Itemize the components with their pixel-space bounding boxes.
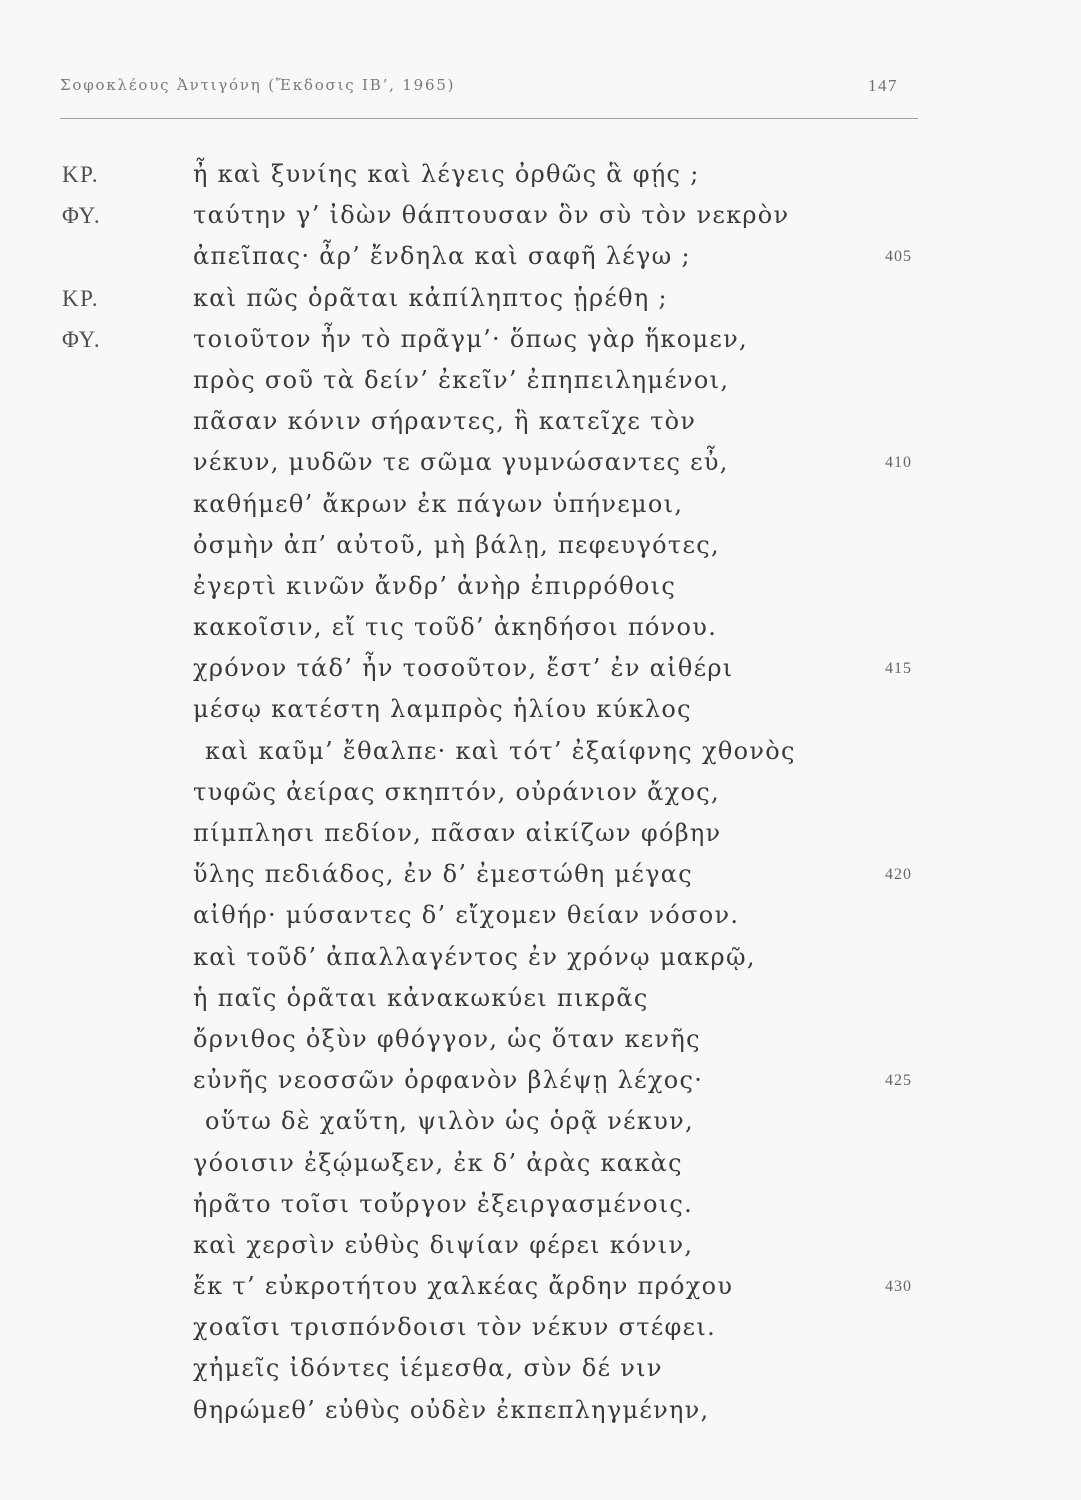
verse-text: νέκυν, μυδῶν τε σῶμα γυμνώσαντες εὖ, <box>193 448 729 477</box>
verse-text: τυφῶς ἀείρας σκηπτόν, οὐράνιον ἄχος, <box>193 777 720 806</box>
verse-line <box>0 236 1081 277</box>
verse-line <box>0 401 1081 442</box>
verse-line <box>0 1390 1081 1431</box>
verse-line <box>0 1019 1081 1060</box>
verse-text: ἀπεῖπας· ἆρ’ ἔνδηλα καὶ σαφῆ λέγω ; <box>193 242 691 271</box>
verse-text: εὐνῆς νεοσσῶν ὀρφανὸν βλέψῃ λέχος· <box>193 1066 704 1095</box>
verse-text: πρὸς σοῦ τὰ δείν’ ἐκεῖν’ ἐπηπειλημένοι, <box>193 365 730 394</box>
verse-line <box>0 607 1081 648</box>
verse-text: ταύτην γ’ ἰδὼν θάπτουσαν ὃν σὺ τὸν νεκρὸν <box>193 201 790 230</box>
verse-line <box>0 1307 1081 1348</box>
verse-text: καὶ πῶς ὁρᾶται κἀπίληπτος ᾑρέθη ; <box>193 283 668 312</box>
verse-line <box>0 1266 1081 1307</box>
verse-line <box>0 1143 1081 1184</box>
line-number: 430 <box>885 1278 912 1296</box>
verse-line <box>0 278 1081 319</box>
verse-line <box>0 978 1081 1019</box>
verse-text: θηρώμεθ’ εὐθὺς οὐδὲν ἐκπεπληγμένην, <box>193 1395 710 1424</box>
verse-text: καὶ χερσὶν εὐθὺς διψίαν φέρει κόνιν, <box>193 1230 694 1259</box>
speaker-label: ΚΡ. <box>62 162 100 187</box>
verse-text: χρόνον τάδ’ ἦν τοσοῦτον, ἔστ’ ἐν αἰθέρι <box>193 654 734 683</box>
verse-line <box>0 937 1081 978</box>
verse-text: οὕτω δὲ χαὕτη, ψιλὸν ὡς ὁρᾷ νέκυν, <box>205 1107 694 1136</box>
verse-line <box>0 813 1081 854</box>
verse-line <box>0 484 1081 525</box>
verse-line <box>0 1184 1081 1225</box>
verse-text: καὶ καῦμ’ ἔθαλπε· καὶ τότ’ ἐξαίφνης χθονὸς <box>205 736 796 765</box>
verse-text: ὕλης πεδιάδος, ἐν δ’ ἐμεστώθη μέγας <box>193 860 694 889</box>
running-title: Σοφοκλέους Ἀντιγόνη (Ἔκδοσις ΙΒ’, 1965) <box>60 76 456 94</box>
verse-line <box>0 525 1081 566</box>
verse-block <box>0 154 1081 1431</box>
header-rule <box>60 118 918 119</box>
verse-line <box>0 195 1081 236</box>
verse-text: πᾶσαν κόνιν σήραντες, ἣ κατεῖχε τὸν <box>193 407 697 436</box>
verse-text: κακοῖσιν, εἴ τις τοῦδ’ ἀκηδήσοι πόνου. <box>193 613 718 642</box>
verse-line <box>0 442 1081 483</box>
verse-line <box>0 1101 1081 1142</box>
verse-line <box>0 772 1081 813</box>
verse-text: γόοισιν ἐξῴμωξεν, ἐκ δ’ ἀρὰς κακὰς <box>193 1148 683 1177</box>
verse-text: ἔκ τ’ εὐκροτήτου χαλκέας ἄρδην πρόχου <box>193 1272 734 1301</box>
verse-text: ἦ καὶ ξυνίης καὶ λέγεις ὀρθῶς ἃ φῄς ; <box>193 160 700 188</box>
verse-text: χἠμεῖς ἰδόντες ἱέμεσθα, σὺν δέ νιν <box>193 1354 663 1383</box>
verse-text: χοαῖσι τρισπόνδοισι τὸν νέκυν στέφει. <box>193 1313 717 1342</box>
verse-line <box>0 854 1081 895</box>
verse-line <box>0 1060 1081 1101</box>
verse-text: ὄρνιθος ὀξὺν φθόγγον, ὡς ὅταν κενῆς <box>193 1024 701 1053</box>
speaker-label: ΦΥ. <box>62 326 102 352</box>
verse-text: πίμπλησι πεδίον, πᾶσαν αἰκίζων φόβην <box>193 819 722 847</box>
verse-line <box>0 895 1081 936</box>
verse-line <box>0 731 1081 772</box>
verse-line <box>0 1225 1081 1266</box>
verse-line <box>0 566 1081 607</box>
verse-line <box>0 1348 1081 1389</box>
verse-text: ἠρᾶτο τοῖσι τοὔργον ἐξειργασμένοις. <box>193 1189 694 1218</box>
verse-text: αἰθήρ· μύσαντες δ’ εἴχομεν θείαν νόσον. <box>193 901 740 930</box>
verse-text: καὶ τοῦδ’ ἀπαλλαγέντος ἐν χρόνῳ μακρῷ, <box>193 942 756 971</box>
verse-text: μέσῳ κατέστη λαμπρὸς ἡλίου κύκλος <box>193 695 692 724</box>
verse-text: ἡ παῖς ὁρᾶται κἀνακωκύει πικρᾶς <box>193 983 649 1012</box>
speaker-label: ΦΥ. <box>62 203 102 229</box>
verse-line <box>0 648 1081 689</box>
page-number: 147 <box>868 76 898 95</box>
verse-line <box>0 360 1081 401</box>
line-number: 410 <box>885 454 912 472</box>
speaker-label: ΚΡ. <box>62 285 100 311</box>
line-number: 425 <box>885 1072 912 1090</box>
verse-text: τοιοῦτον ἦν τὸ πρᾶγμ’· ὅπως γὰρ ἥκομεν, <box>193 324 748 353</box>
verse-text: ἐγερτὶ κινῶν ἄνδρ’ ἀνὴρ ἐπιρρόθοις <box>193 571 677 600</box>
verse-line <box>0 154 1081 195</box>
verse-text: ὀσμὴν ἀπ’ αὐτοῦ, μὴ βάλῃ, πεφευγότες, <box>193 530 720 559</box>
line-number: 405 <box>885 248 912 266</box>
verse-line <box>0 319 1081 360</box>
verse-line <box>0 689 1081 730</box>
line-number: 420 <box>885 866 912 884</box>
verse-text: καθήμεθ’ ἄκρων ἐκ πάγων ὑπήνεμοι, <box>193 489 684 518</box>
line-number: 415 <box>885 660 912 678</box>
